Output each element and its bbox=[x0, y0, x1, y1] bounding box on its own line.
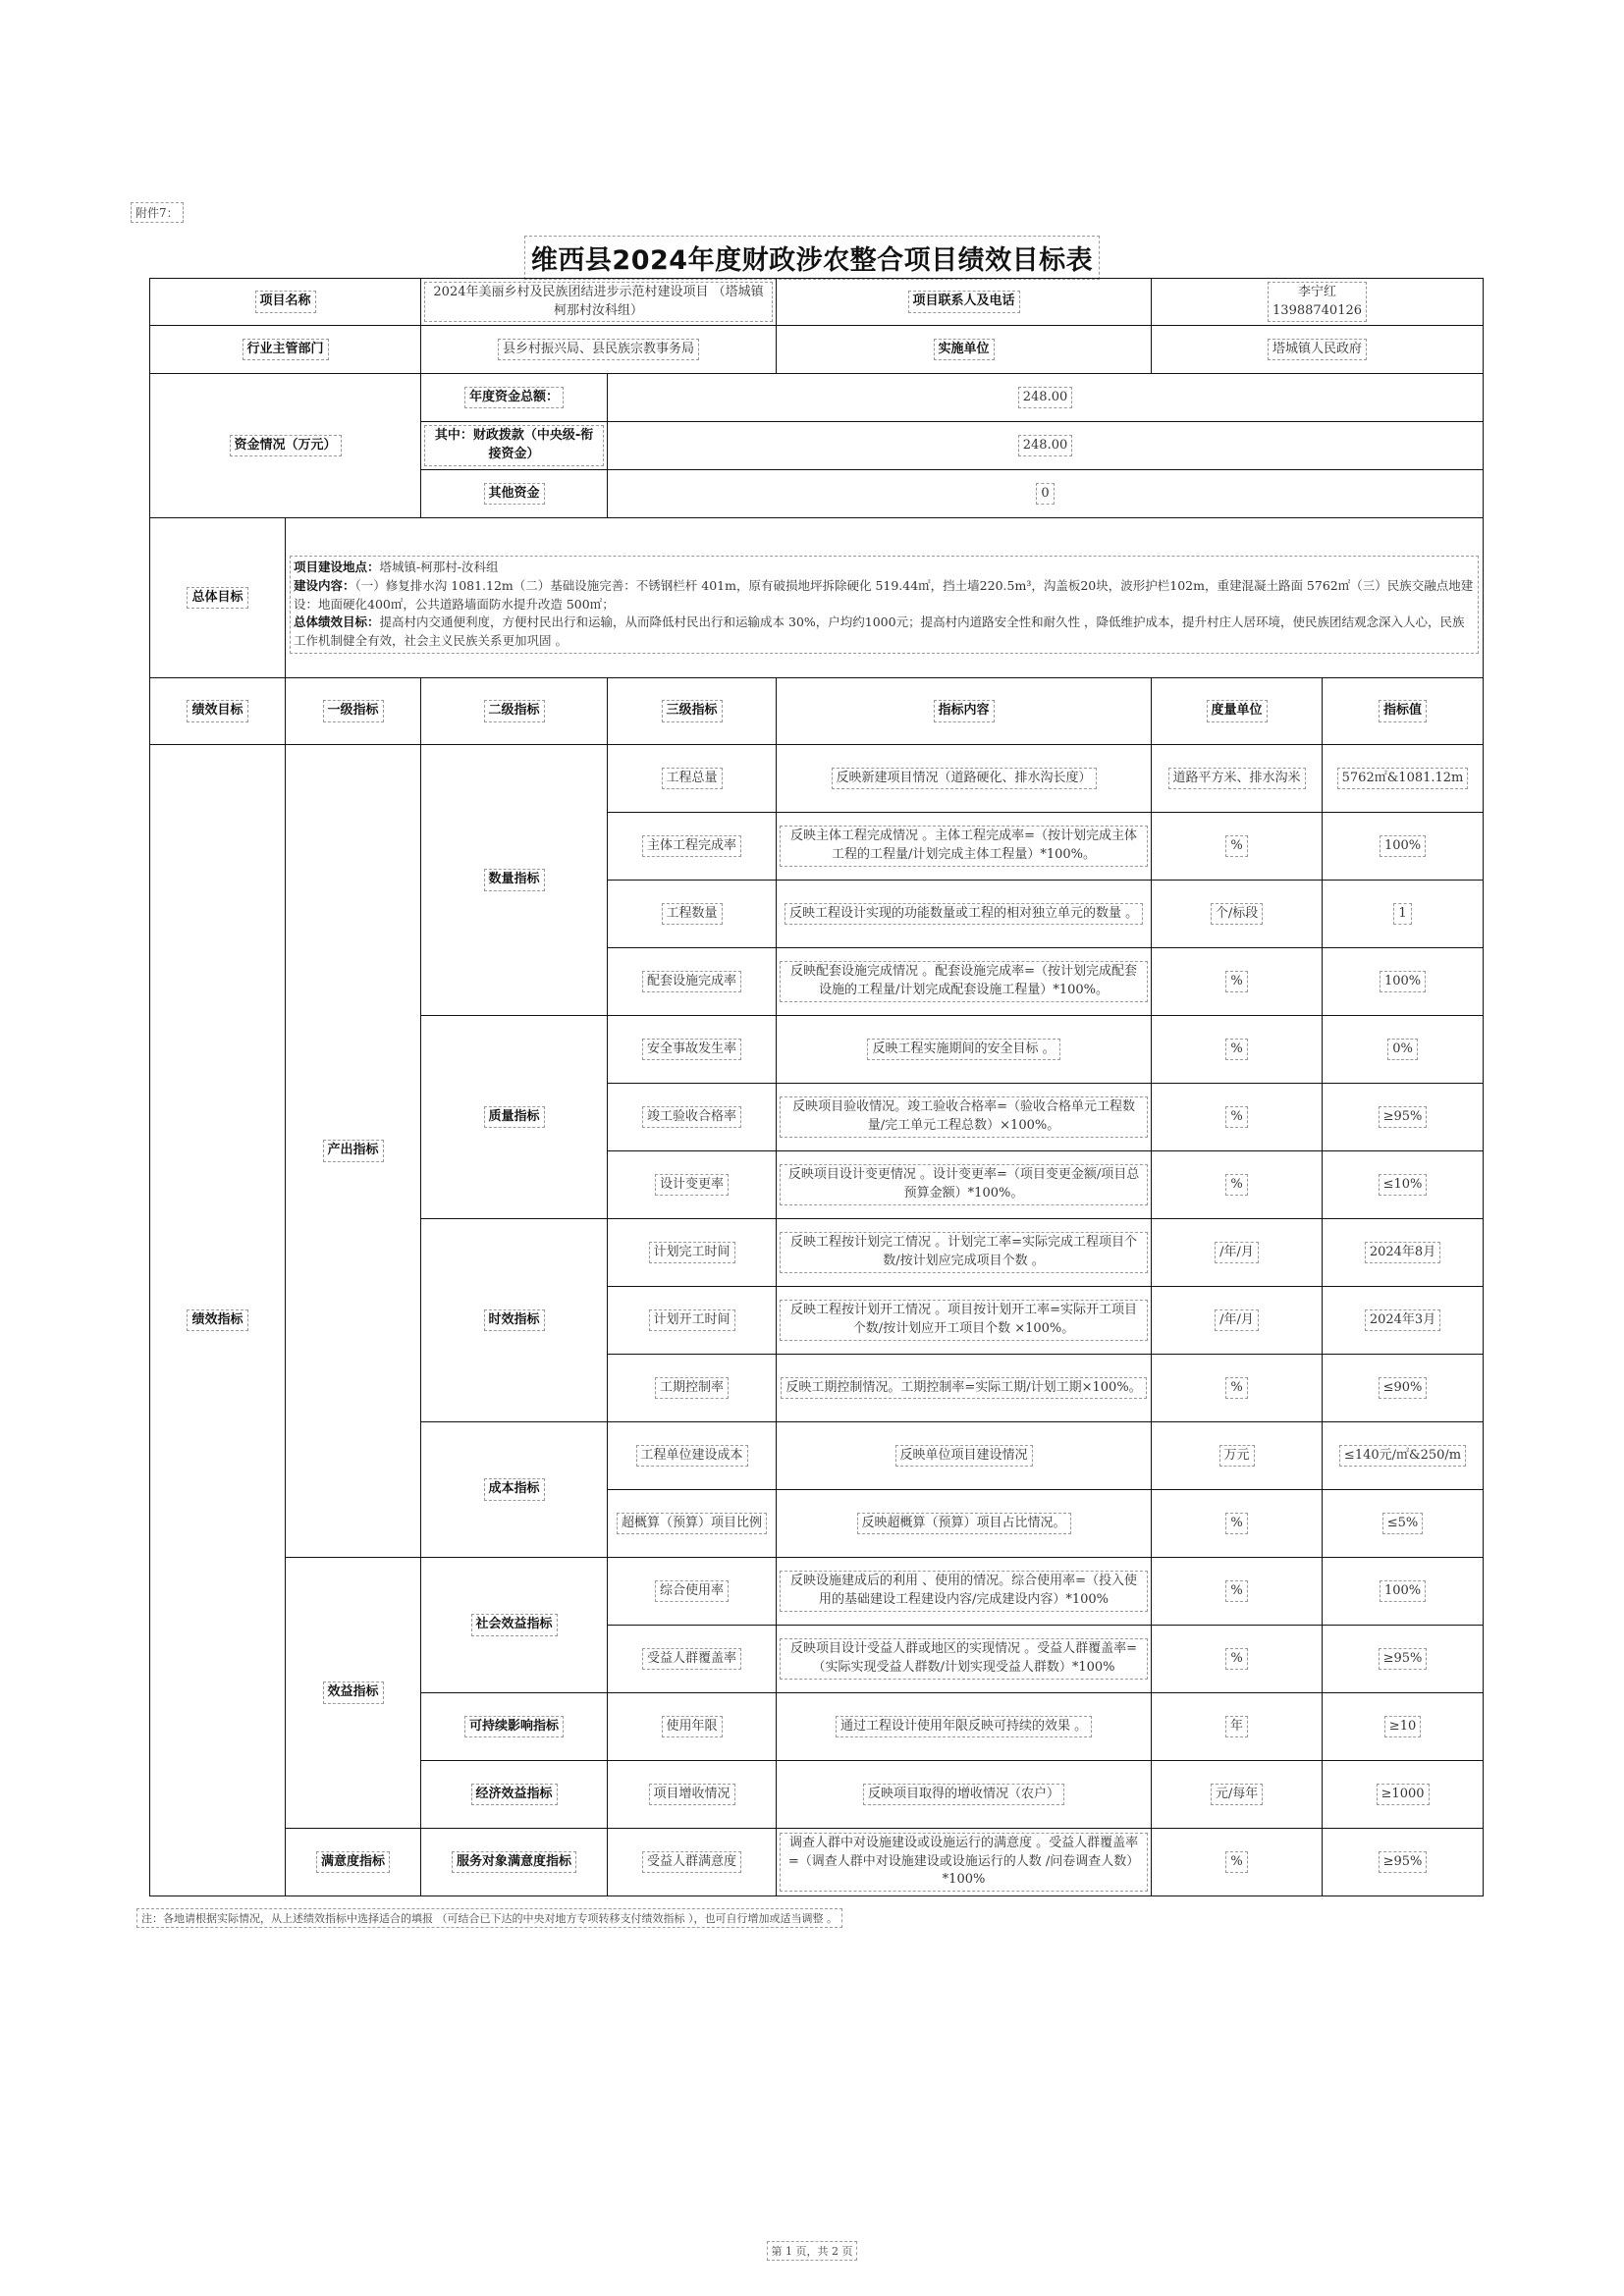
indicator-name: 使用年限 bbox=[608, 1693, 777, 1761]
indicator-unit: /年/月 bbox=[1152, 1287, 1323, 1355]
indicator-unit: 道路平方米、排水沟米 bbox=[1152, 745, 1323, 813]
indicator-unit: % bbox=[1152, 1829, 1323, 1896]
indicator-content: 反映工期控制情况。工期控制率=实际工期/计划工期×100%。 bbox=[777, 1355, 1152, 1422]
level2-social: 社会效益指标 bbox=[421, 1558, 608, 1693]
indicator-value: 100% bbox=[1323, 813, 1484, 881]
page-title: 维西县2024年度财政涉农整合项目绩效目标表 bbox=[0, 236, 1624, 280]
funds-total-label: 年度资金总额： bbox=[421, 374, 608, 422]
indicator-name: 综合使用率 bbox=[608, 1558, 777, 1626]
indicator-name: 工程总量 bbox=[608, 745, 777, 813]
indicator-content: 反映工程按计划完工情况 。计划完工率=实际完成工程项目个数/按计划应完成项目个数 。 bbox=[777, 1219, 1152, 1287]
level1-benefit: 效益指标 bbox=[286, 1558, 421, 1829]
indicator-value: 2024年8月 bbox=[1323, 1219, 1484, 1287]
funds-fiscal-label: 其中：财政拨款（中央级-衔接资金） bbox=[421, 422, 608, 470]
level2-service: 服务对象满意度指标 bbox=[421, 1829, 608, 1896]
indicator-unit: % bbox=[1152, 1151, 1323, 1219]
impl-label: 实施单位 bbox=[777, 326, 1152, 374]
indicator-value: ≤5% bbox=[1323, 1490, 1484, 1558]
indicator-name: 工程单位建设成本 bbox=[608, 1422, 777, 1490]
indicator-name: 计划完工时间 bbox=[608, 1219, 777, 1287]
indicator-unit: % bbox=[1152, 948, 1323, 1016]
indicator-name: 受益人群满意度 bbox=[608, 1829, 777, 1896]
funds-fiscal-value: 248.00 bbox=[608, 422, 1484, 470]
indicator-name: 超概算（预算）项目比例 bbox=[608, 1490, 777, 1558]
indicator-value: 5762㎡&1081.12m bbox=[1323, 745, 1484, 813]
contact-name: 李宁红 bbox=[1298, 284, 1337, 299]
indicator-name: 工程数量 bbox=[608, 881, 777, 948]
indicator-unit: % bbox=[1152, 1016, 1323, 1084]
indicator-name: 安全事故发生率 bbox=[608, 1016, 777, 1084]
indicator-unit: % bbox=[1152, 1355, 1323, 1422]
indicator-unit: % bbox=[1152, 1558, 1323, 1626]
funds-row bbox=[150, 374, 1484, 422]
indicator-value: ≥1000 bbox=[1323, 1761, 1484, 1829]
goal-label: 总体绩效目标： bbox=[294, 614, 380, 630]
indicator-content: 反映项目取得的增收情况（农户） bbox=[777, 1761, 1152, 1829]
indicator-content: 反映主体工程完成情况 。主体工程完成率=（按计划完成主体工程的工程量/计划完成主体工程量）*100%。 bbox=[777, 813, 1152, 881]
indicator-value: ≥10 bbox=[1323, 1693, 1484, 1761]
indicator-value: 100% bbox=[1323, 948, 1484, 1016]
indicator-unit: % bbox=[1152, 1084, 1323, 1151]
overall-goal-row bbox=[150, 518, 1484, 678]
page-number: 第 1 页，共 2 页 bbox=[0, 2241, 1624, 2261]
col-header: 二级指标 bbox=[421, 678, 608, 745]
dept-value: 县乡村振兴局、县民族宗教事务局 bbox=[421, 326, 777, 374]
indicator-value: ≥95% bbox=[1323, 1626, 1484, 1693]
project-name-label: 项目名称 bbox=[150, 279, 421, 326]
funds-label: 资金情况（万元） bbox=[150, 374, 421, 518]
funds-total-value: 248.00 bbox=[608, 374, 1484, 422]
indicator-value: ≤10% bbox=[1323, 1151, 1484, 1219]
indicator-content: 反映超概算（预算）项目占比情况。 bbox=[777, 1490, 1152, 1558]
indicator-value: ≤140元/㎡&250/m bbox=[1323, 1422, 1484, 1490]
level2-quality: 质量指标 bbox=[421, 1016, 608, 1219]
indicator-unit: % bbox=[1152, 1490, 1323, 1558]
dept-label: 行业主管部门 bbox=[150, 326, 421, 374]
overall-goal-content bbox=[286, 518, 1484, 678]
col-header: 指标值 bbox=[1323, 678, 1484, 745]
indicator-content: 调查人群中对设施建设或设施运行的满意度 。受益人群覆盖率=（调查人群中对设施建设或设施运行的人数 /问卷调查人数）*100% bbox=[777, 1829, 1152, 1896]
contact-value bbox=[1152, 279, 1484, 326]
indicator-content: 反映设施建成后的利用 、使用的情况。综合使用率=（投入使用的基础建设工程建设内容/完成建设内容）*100% bbox=[777, 1558, 1152, 1626]
performance-target-table bbox=[149, 278, 1484, 1896]
perf-header-row bbox=[150, 678, 1484, 745]
indicator-unit: % bbox=[1152, 813, 1323, 881]
overall-goal-label: 总体目标 bbox=[150, 518, 286, 678]
location-value: 塔城镇-柯那村-汝科组 bbox=[379, 560, 499, 574]
contact-label: 项目联系人及电话 bbox=[777, 279, 1152, 326]
table-row bbox=[150, 1558, 1484, 1626]
location-label: 项目建设地点： bbox=[294, 560, 380, 574]
content-label: 建设内容： bbox=[294, 577, 355, 593]
level2-sustain: 可持续影响指标 bbox=[421, 1693, 608, 1761]
goal-value: 提高村内交通便利度，方便村民出行和运输，从而降低村民出行和运输成本 30%，户均约1000元；提高村内道路安全性和耐久性 ，降低维护成本，提升村庄人居环境，使民族团结观念深入人心，民族工作机制健全有效，社会主义民族关系更加巩固 。 bbox=[294, 614, 1465, 648]
level1-output: 产出指标 bbox=[286, 745, 421, 1558]
level2-cost: 成本指标 bbox=[421, 1422, 608, 1558]
contact-phone: 13988740126 bbox=[1272, 302, 1363, 318]
attachment-label: 附件7： bbox=[131, 202, 184, 223]
indicator-content: 反映单位项目建设情况 bbox=[777, 1422, 1152, 1490]
indicator-unit: 个/标段 bbox=[1152, 881, 1323, 948]
indicator-name: 项目增收情况 bbox=[608, 1761, 777, 1829]
indicator-name: 竣工验收合格率 bbox=[608, 1084, 777, 1151]
indicator-content: 反映配套设施完成情况 。配套设施完成率=（按计划完成配套设施的工程量/计划完成配套设施工程量）*100%。 bbox=[777, 948, 1152, 1016]
level2-quantity: 数量指标 bbox=[421, 745, 608, 1016]
perf-indicator-label: 绩效指标 bbox=[150, 745, 286, 1896]
indicator-unit: 元/每年 bbox=[1152, 1761, 1323, 1829]
indicator-content: 通过工程设计使用年限反映可持续的效果 。 bbox=[777, 1693, 1152, 1761]
project-name-row bbox=[150, 279, 1484, 326]
indicator-name: 设计变更率 bbox=[608, 1151, 777, 1219]
content-value: （一）修复排水沟 1081.12m（二）基础设施完善：不锈钢栏杆 401m，原有破损地坪拆除硬化 519.44㎡，挡土墙220.5m³，沟盖板20块，波形护栏102m，重建混凝土路面 5762㎡（三）民族交融点地建设：地面硬化400㎡，公共道路墙面防水提升改造 500㎡； bbox=[294, 577, 1474, 612]
indicator-value: ≥95% bbox=[1323, 1084, 1484, 1151]
indicator-content: 反映工程按计划开工情况 。项目按计划开工率=实际开工项目个数/按计划应开工项目个数 ×100%。 bbox=[777, 1287, 1152, 1355]
impl-value: 塔城镇人民政府 bbox=[1152, 326, 1484, 374]
indicator-name: 配套设施完成率 bbox=[608, 948, 777, 1016]
indicator-unit: 年 bbox=[1152, 1693, 1323, 1761]
indicator-value: 1 bbox=[1323, 881, 1484, 948]
col-header: 指标内容 bbox=[777, 678, 1152, 745]
col-header: 绩效目标 bbox=[150, 678, 286, 745]
funds-other-value: 0 bbox=[608, 470, 1484, 518]
footnote: 注：各地请根据实际情况，从上述绩效指标中选择适合的填报 （可结合已下达的中央对地方专项转移支付绩效指标 ），也可自行增加或适当调整 。 bbox=[136, 1908, 842, 1928]
indicator-content: 反映项目验收情况。竣工验收合格率=（验收合格单元工程数量/完工单元工程总数）×100%。 bbox=[777, 1084, 1152, 1151]
indicator-content: 反映项目设计变更情况 。设计变更率=（项目变更金额/项目总预算金额）*100%。 bbox=[777, 1151, 1152, 1219]
indicator-unit: % bbox=[1152, 1626, 1323, 1693]
level2-economic: 经济效益指标 bbox=[421, 1761, 608, 1829]
indicator-value: ≤90% bbox=[1323, 1355, 1484, 1422]
indicator-content: 反映项目设计受益人群或地区的实现情况 。受益人群覆盖率=（实际实现受益人群数/计划实现受益人群数）*100% bbox=[777, 1626, 1152, 1693]
indicator-name: 受益人群覆盖率 bbox=[608, 1626, 777, 1693]
dept-row bbox=[150, 326, 1484, 374]
indicator-value: 100% bbox=[1323, 1558, 1484, 1626]
table-row bbox=[150, 1829, 1484, 1896]
indicator-value: 0% bbox=[1323, 1016, 1484, 1084]
table-row bbox=[150, 745, 1484, 813]
indicator-unit: /年/月 bbox=[1152, 1219, 1323, 1287]
indicator-unit: 万元 bbox=[1152, 1422, 1323, 1490]
funds-other-label: 其他资金 bbox=[421, 470, 608, 518]
indicator-content: 反映工程设计实现的功能数量或工程的相对独立单元的数量 。 bbox=[777, 881, 1152, 948]
col-header: 三级指标 bbox=[608, 678, 777, 745]
col-header: 度量单位 bbox=[1152, 678, 1323, 745]
indicator-name: 主体工程完成率 bbox=[608, 813, 777, 881]
indicator-name: 工期控制率 bbox=[608, 1355, 777, 1422]
col-header: 一级指标 bbox=[286, 678, 421, 745]
indicator-content: 反映新建项目情况（道路硬化、排水沟长度） bbox=[777, 745, 1152, 813]
indicator-name: 计划开工时间 bbox=[608, 1287, 777, 1355]
indicator-value: 2024年3月 bbox=[1323, 1287, 1484, 1355]
level2-timeliness: 时效指标 bbox=[421, 1219, 608, 1422]
level1-satisfaction: 满意度指标 bbox=[286, 1829, 421, 1896]
indicator-content: 反映工程实施期间的安全目标 。 bbox=[777, 1016, 1152, 1084]
indicator-value: ≥95% bbox=[1323, 1829, 1484, 1896]
project-name-value: 2024年美丽乡村及民族团结进步示范村建设项目 （塔城镇柯那村汝科组） bbox=[421, 279, 777, 326]
